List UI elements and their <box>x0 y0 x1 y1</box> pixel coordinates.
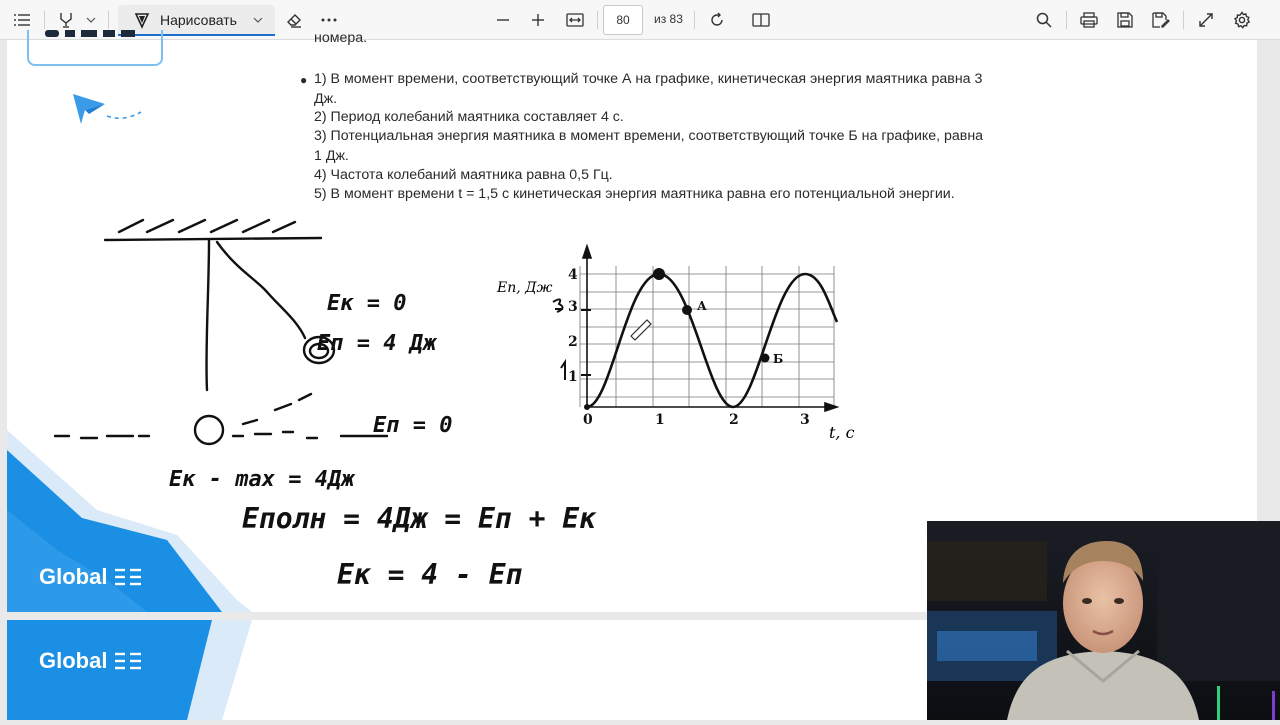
print-icon[interactable] <box>1075 6 1103 34</box>
brand-logo <box>39 564 143 590</box>
cut-text-line: номера. <box>314 30 368 46</box>
zoom-out-icon[interactable] <box>489 6 517 34</box>
draw-icon <box>134 12 150 28</box>
brand-name: Global <box>39 564 108 589</box>
search-icon[interactable] <box>1030 6 1058 34</box>
chevron-down-icon[interactable] <box>253 17 263 23</box>
presenter-video <box>927 521 1280 720</box>
save-icon[interactable] <box>1111 6 1139 34</box>
x-tick-1: 1 <box>655 412 665 428</box>
save-as-icon[interactable] <box>1147 6 1175 34</box>
fit-width-icon[interactable] <box>561 6 589 34</box>
logo-mark <box>45 30 165 44</box>
rotate-icon[interactable] <box>703 6 731 34</box>
y-tick-2: 2 <box>568 334 578 350</box>
x-axis-label: t, c <box>829 423 855 442</box>
statement-1-cont: Дж. <box>314 91 338 107</box>
statement-2: 2) Период колебаний маятника составляет 4 с. <box>314 109 624 125</box>
statement-4: 4) Частота колебаний маятника равна 0,5 Гц. <box>314 167 613 183</box>
y-tick-1: 1 <box>568 369 578 385</box>
energy-graph <box>467 230 887 450</box>
logo-frame <box>27 30 163 66</box>
statement-3-cont: 1 Дж. <box>314 148 349 164</box>
hw-ek-max: Eк - max = 4Дж <box>169 467 355 492</box>
x-tick-0: 0 <box>583 412 593 428</box>
page-number-input[interactable]: 80 <box>603 5 643 35</box>
statement-3: 3) Потенциальная энергия маятника в момент времени, соответствующий точке Б на графике, равна <box>314 128 984 144</box>
expand-icon[interactable] <box>1192 6 1220 34</box>
statement-5: 5) В момент времени t = 1,5 с кинетическая энергия маятника равна его потенциальной энергии. <box>314 186 955 202</box>
hw-ek-zero: Eк = 0 <box>327 291 407 316</box>
x-tick-2: 2 <box>729 412 739 428</box>
brand-logo-2 <box>39 648 143 674</box>
hw-total-energy: Eполн = 4Дж = Eп + Eк <box>242 502 597 535</box>
hw-ep-4: Eп = 4 Дж <box>317 331 437 356</box>
point-a-label: А <box>697 299 707 313</box>
webcam-overlay <box>927 521 1280 720</box>
y-tick-4: 4 <box>568 267 578 283</box>
pdf-toolbar <box>0 0 1280 40</box>
hw-ek-formula: Eк = 4 - Eп <box>337 558 523 591</box>
eraser-icon[interactable] <box>280 6 308 34</box>
x-tick-3: 3 <box>800 412 810 428</box>
hw-ep-zero: Eп = 0 <box>373 413 453 438</box>
y-axis-label: Eп, Дж <box>497 280 553 296</box>
brand-name-2: Global <box>39 648 108 673</box>
page-view-icon[interactable] <box>747 6 775 34</box>
pen-cursor-icon <box>631 320 651 340</box>
brand-lines-icon-2 <box>113 651 143 671</box>
zoom-in-icon[interactable] <box>524 6 552 34</box>
list-bullet: ● <box>300 73 308 87</box>
draw-label: Нарисовать <box>160 11 237 28</box>
paper-plane-icon <box>71 92 153 131</box>
statement-1: 1) В момент времени, соответствующий точке А на графике, кинетическая энергия маятника равна 3 <box>314 71 983 87</box>
settings-icon[interactable] <box>1228 6 1256 34</box>
pendulum-drawing <box>47 210 467 492</box>
brand-lines-icon <box>113 567 143 587</box>
page-total: из 83 <box>654 12 683 26</box>
y-tick-3: 3 <box>568 299 578 315</box>
point-b-label: Б <box>773 352 784 366</box>
